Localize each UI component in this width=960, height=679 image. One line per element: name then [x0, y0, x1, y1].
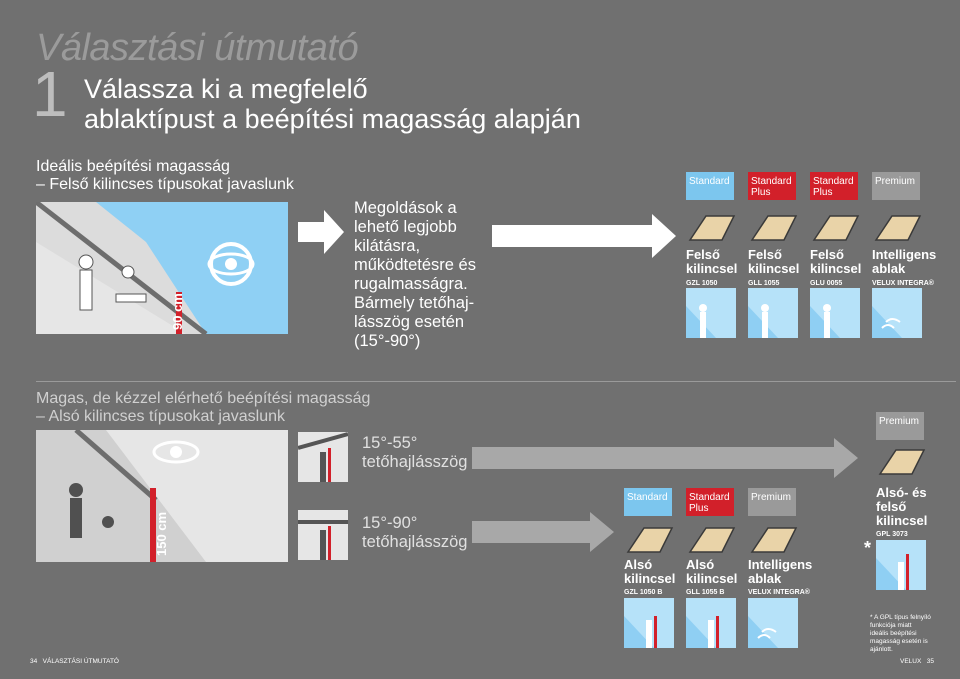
section1-illustration: [36, 202, 288, 334]
height-label-90: 90 cm: [170, 293, 185, 330]
label-line: Intelligens: [748, 557, 813, 572]
long-grey-arrow: [472, 438, 858, 478]
section-divider: [36, 381, 956, 382]
product-code: VELUX INTEGRA®: [748, 589, 810, 596]
usage-tile: [686, 288, 736, 338]
footnote-line: * A GPL típus felnyíló: [870, 614, 931, 621]
long-arrow-icon: [492, 214, 676, 258]
label-line: Alsó- és: [876, 485, 927, 500]
section1-heading: [36, 158, 294, 194]
angle-line: tetőhajlásszög: [362, 533, 468, 551]
product-code: GZL 1050 B: [624, 589, 663, 596]
arrow-icon: [298, 210, 344, 254]
premium-product-label: [876, 486, 956, 539]
badge-standard-plus: Standard Plus: [748, 172, 796, 200]
subtitle-line-2: ablaktípust a beépítési magasság alapján: [84, 104, 581, 134]
usage-tile: [748, 288, 798, 338]
badge-premium: Premium: [748, 488, 796, 516]
label-line: felső: [876, 499, 907, 514]
height-label-150: 150 cm: [154, 511, 169, 556]
desc-line: lásszög esetén: [354, 313, 465, 331]
product-code: GLU 0055: [810, 280, 843, 287]
label-line: kilincsel: [624, 571, 676, 586]
subtitle-line-1: Válassza ki a megfelelő: [84, 74, 368, 104]
usage-tile: [876, 540, 926, 590]
label-line: kilincsel: [748, 261, 800, 276]
attic-scene-illustration: [36, 202, 288, 334]
label-line: Alsó: [624, 557, 653, 572]
badge-premium: Premium: [872, 172, 920, 200]
footnote-line: magasság esetén is: [870, 638, 928, 645]
angle-line: 15°-55°: [362, 434, 418, 452]
usage-tile: [624, 598, 674, 648]
product-label: [686, 248, 746, 288]
product-code: GLL 1055: [748, 280, 780, 287]
angle-line: 15°-90°: [362, 514, 418, 532]
label-line: Alsó: [686, 557, 715, 572]
badge-standard-plus: Standard Plus: [810, 172, 858, 200]
desc-line: (15°-90°): [354, 332, 421, 350]
section2-heading-line-2: – Alsó kilincses típusokat javaslunk: [36, 408, 286, 425]
usage-tile-remote: [872, 288, 922, 338]
angle-line: tetőhajlásszög: [362, 453, 468, 471]
asterisk: *: [864, 538, 872, 558]
section1-heading-line-1: Ideális beépítési magasság: [36, 158, 230, 175]
footnote-line: funkciója miatt: [870, 622, 912, 629]
angle-text-90: [362, 514, 468, 552]
window-icon: [876, 446, 926, 478]
section1-description: [354, 199, 484, 351]
product-label: [810, 248, 870, 288]
usage-tile: [686, 598, 736, 648]
label-line: ablak: [872, 261, 906, 276]
label-line: Felső: [686, 247, 720, 262]
section2-heading: [36, 390, 370, 426]
footnote-line: ideális beépítési: [870, 630, 917, 637]
window-icons-row: [624, 522, 804, 556]
product-label: [686, 558, 746, 597]
section1-heading-line-2: – Felső kilincses típusokat javaslunk: [36, 176, 294, 193]
section2-illustration: [36, 430, 288, 562]
badge-premium-top: Premium: [876, 412, 924, 440]
angle-tile-90: [298, 510, 348, 560]
short-grey-arrow: [472, 512, 614, 552]
desc-line: Megoldások a: [354, 199, 457, 217]
usage-tile-remote: [748, 598, 798, 648]
product-label: [748, 248, 808, 288]
footer-left-text: VÁLASZTÁSI ÚTMUTATÓ: [42, 658, 119, 665]
product-code: GPL 3073: [876, 531, 908, 538]
page-title: Választási útmutató: [36, 27, 359, 69]
label-line: Felső: [810, 247, 844, 262]
footer-right-text: VELUX: [900, 658, 922, 665]
section2-products: [624, 488, 824, 648]
badge-standard-plus: Standard Plus: [686, 488, 734, 516]
label-line: kilincsel: [876, 513, 928, 528]
label-line: Intelligens: [872, 247, 937, 262]
desc-line: Bármely tetőhaj-: [354, 294, 475, 312]
label-line: kilincsel: [686, 571, 738, 586]
section2-heading-line-1: Magas, de kézzel elérhető beépítési magasság: [36, 390, 371, 407]
product-label: [624, 558, 684, 597]
window-icons-row: [686, 206, 936, 244]
label-line: kilincsel: [686, 261, 738, 276]
desc-line: lehető legjobb: [354, 218, 457, 236]
section1-products: [686, 172, 956, 342]
product-code: GLL 1055 B: [686, 589, 725, 596]
label-line: ablak: [748, 571, 782, 586]
angle-tile-55: [298, 432, 348, 482]
page-number-right: 35: [926, 658, 934, 665]
product-code: VELUX INTEGRA®: [872, 280, 934, 287]
usage-tile: [810, 288, 860, 338]
subtitle: [84, 74, 581, 134]
footnote-line: ajánlott.: [870, 646, 893, 653]
page-number-left: 34: [30, 658, 38, 665]
step-number: 1: [32, 58, 68, 130]
badge-standard: Standard: [624, 488, 672, 516]
footnote: [870, 614, 960, 654]
footer-right: [900, 658, 934, 665]
label-line: kilincsel: [810, 261, 862, 276]
desc-line: rugalmasságra.: [354, 275, 468, 293]
badge-standard: Standard: [686, 172, 734, 200]
product-code: GZL 1050: [686, 280, 718, 287]
desc-line: kilátásra,: [354, 237, 421, 255]
angle-text-55: [362, 434, 468, 472]
footer-left: [30, 658, 119, 665]
label-line: Felső: [748, 247, 782, 262]
desc-line: működtetésre és: [354, 256, 476, 274]
